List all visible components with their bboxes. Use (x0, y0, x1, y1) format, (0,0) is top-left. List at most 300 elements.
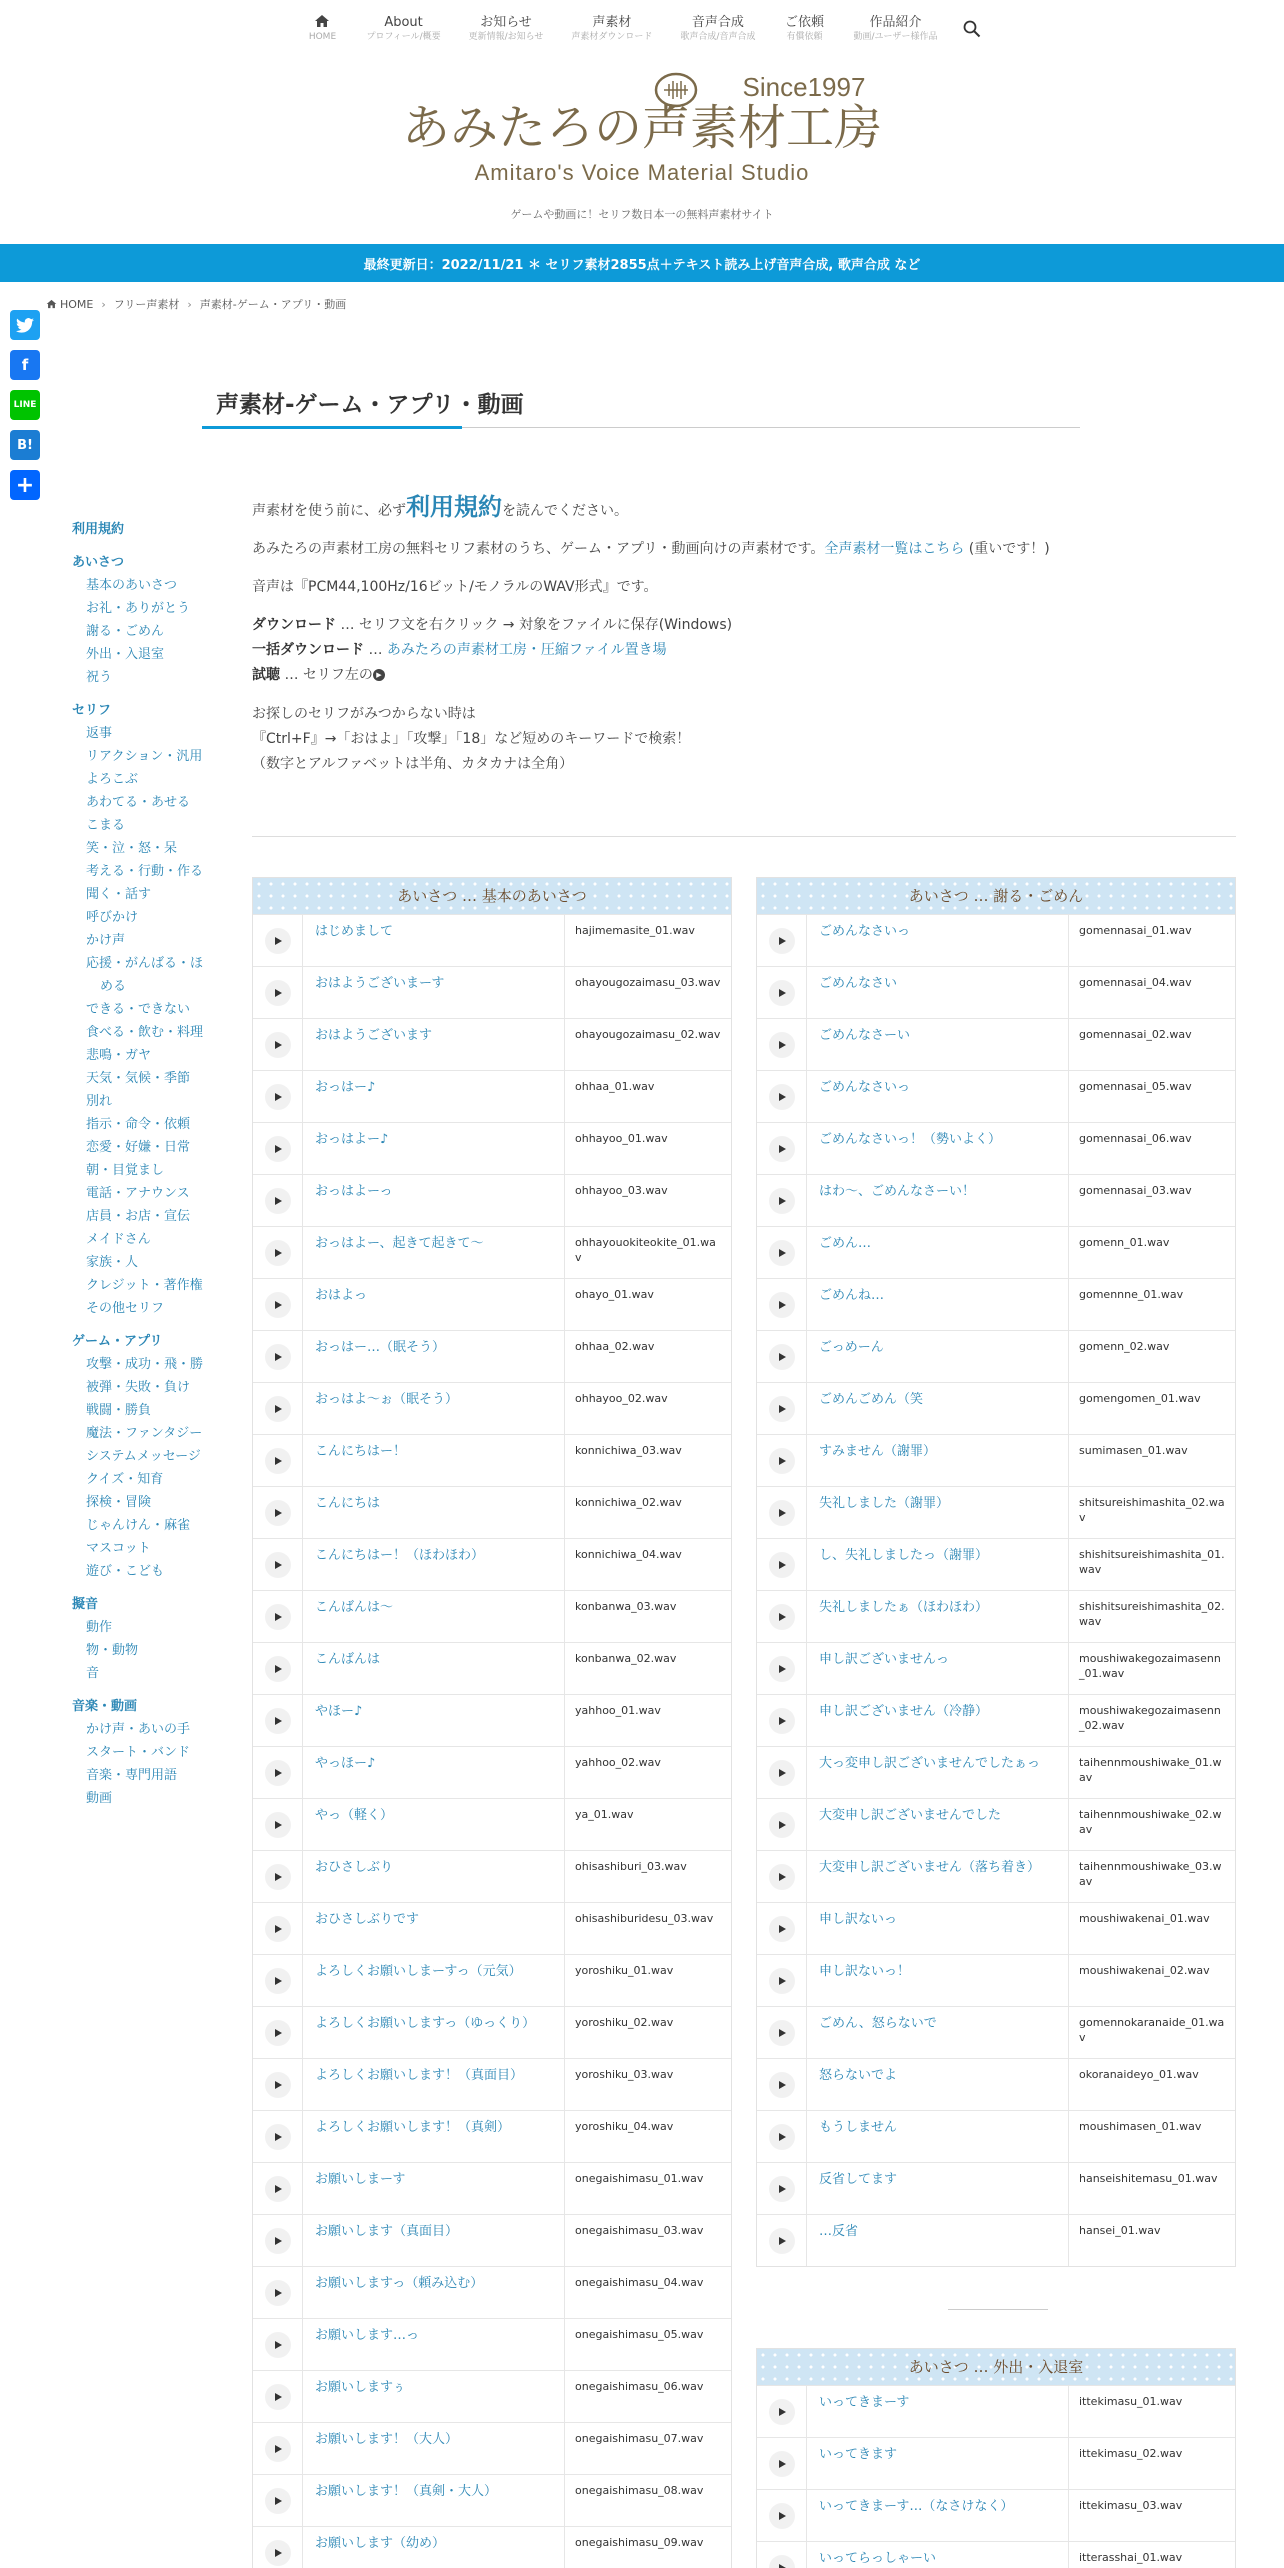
sidebar-group-title[interactable]: セリフ (72, 703, 112, 718)
hatena-bookmark-icon: B! (17, 437, 33, 453)
play-button[interactable] (769, 1292, 795, 1318)
voice-line-link[interactable]: お願いします（真面目） (303, 2215, 565, 2266)
play-button[interactable] (265, 1084, 291, 1110)
voice-line-link[interactable]: お願いしまーす (303, 2163, 565, 2214)
play-button[interactable] (769, 928, 795, 954)
play-icon (779, 2460, 786, 2468)
play-button[interactable] (265, 1916, 291, 1942)
sidebar-item[interactable]: スタート・バンド (86, 1745, 191, 1760)
sidebar-item[interactable]: 食べる・飲む・料理 (86, 1025, 204, 1040)
play-button[interactable] (769, 980, 795, 1006)
sidebar-item[interactable]: お礼・ありがとう (86, 601, 191, 616)
nav-synth-sub: 歌声合成/音声合成 (680, 32, 756, 42)
voice-filename: ittekimasu_02.wav (1079, 2447, 1183, 2460)
voice-line-link[interactable]: おっはー♪ (303, 1071, 565, 1122)
play-button[interactable] (769, 1344, 795, 1370)
play-button[interactable] (769, 2020, 795, 2046)
sidebar-item[interactable]: クレジット・著作権 (86, 1278, 203, 1293)
play-cell (757, 1643, 807, 1694)
play-icon (779, 2133, 786, 2141)
sidebar-item[interactable]: 攻撃・成功・飛・勝 (86, 1357, 204, 1372)
search-hint-1: お探しのセリフがみつからない時は (252, 706, 476, 722)
play-button[interactable] (265, 1864, 291, 1890)
sidebar-item[interactable]: 考える・行動・作る (86, 864, 204, 879)
table-row (757, 2489, 1235, 2541)
play-cell (253, 2319, 303, 2370)
play-icon (779, 2512, 786, 2520)
voice-line-link[interactable]: 大変申し訳ございません（落ち着き） (807, 1851, 1069, 1902)
table-row (757, 1902, 1235, 1954)
voice-line-link[interactable]: やほー♪ (303, 1695, 565, 1746)
voice-filename: onegaishimasu_03.wav (575, 2224, 704, 2237)
voice-line-link[interactable]: おっはよーっ (303, 1175, 565, 1226)
sidebar-item[interactable]: 朝・目覚まし (86, 1163, 165, 1178)
voice-line-link[interactable]: よろしくお願いしまーすっ（元気） (303, 1955, 565, 2006)
sidebar-item[interactable]: 恋愛・好嫌・日常 (86, 1140, 191, 1155)
voice-line-link[interactable]: ごめんなさいっ！（勢いよく） (807, 1123, 1069, 1174)
table-row (757, 914, 1235, 966)
voice-line-link[interactable]: すみません（謝罪） (807, 1435, 1069, 1486)
voice-line-link[interactable]: はわ～、ごめんなさーい！ (807, 1175, 1069, 1226)
voice-line-link[interactable]: はじめまして (303, 915, 565, 966)
sidebar-item[interactable]: 天気・気候・季節 (86, 1071, 191, 1086)
table-row (253, 1486, 731, 1538)
sidebar-item[interactable]: 遊び・こども (86, 1564, 165, 1579)
sidebar-item[interactable]: じゃんけん・麻雀 (86, 1518, 191, 1533)
table-row (253, 1746, 731, 1798)
play-cell (253, 1071, 303, 1122)
play-button[interactable] (769, 1188, 795, 1214)
play-button[interactable] (265, 1396, 291, 1422)
voice-line-link[interactable]: もうしません (807, 2111, 1069, 2162)
voice-filename: ohhayoo_01.wav (575, 1132, 668, 1145)
voice-line-link[interactable]: こんにちはー！（ほわほわ） (303, 1539, 565, 1590)
voice-line-link[interactable]: ごめん、怒らないで (807, 2007, 1069, 2058)
sidebar-group-title[interactable]: 音楽・動画 (72, 1699, 138, 1714)
voice-filename: gomennne_01.wav (1079, 1288, 1184, 1301)
play-button[interactable] (265, 2332, 291, 2358)
play-cell (757, 2111, 807, 2162)
play-button[interactable] (265, 1760, 291, 1786)
table-row (253, 2214, 731, 2266)
divider (252, 836, 1236, 837)
play-button[interactable] (769, 1500, 795, 1526)
play-cell (253, 1487, 303, 1538)
voice-filename: gomennasai_06.wav (1079, 1132, 1192, 1145)
voice-filename: ohhaa_01.wav (575, 1080, 655, 1093)
search-hint-2: 『Ctrl+F』→「おはよ」「攻撃」「18」など短めのキーワードで検索！ (252, 731, 691, 747)
nav-voice[interactable] (557, 14, 666, 44)
sidebar-item[interactable]: かけ声・あいの手 (86, 1722, 191, 1737)
voice-line-link[interactable]: おっはー…（眠そう） (303, 1331, 565, 1382)
table-row (253, 2266, 731, 2318)
voice-line-link[interactable]: おっはよー、起きて起きて～ (303, 1227, 565, 1278)
play-button[interactable] (769, 1916, 795, 1942)
play-icon (275, 1457, 282, 1465)
voice-filename: taihennmoushiwake_01.wav (1079, 1756, 1222, 1784)
nav-request-label: ご依頼 (784, 15, 824, 30)
play-button[interactable] (769, 1136, 795, 1162)
voice-line-link[interactable]: お願いしますぅ (303, 2371, 565, 2422)
voice-line-link[interactable]: 大変申し訳ございませんでした (807, 1799, 1069, 1850)
play-button[interactable] (265, 2280, 291, 2306)
voice-line-link[interactable]: お願いします！（大人） (303, 2423, 565, 2474)
play-cell (253, 2163, 303, 2214)
breadcrumb (46, 296, 346, 312)
play-button[interactable] (265, 1292, 291, 1318)
voice-line-link[interactable]: …反省 (807, 2215, 1069, 2266)
voice-line-link[interactable]: 怒らないでよ (807, 2059, 1069, 2110)
voice-line-link[interactable]: おひさしぶり (303, 1851, 565, 1902)
play-button[interactable] (265, 2228, 291, 2254)
play-button[interactable] (769, 1032, 795, 1058)
sidebar-item[interactable]: よろこぶ (86, 772, 139, 787)
play-button[interactable] (265, 2020, 291, 2046)
play-button[interactable] (265, 2540, 291, 2566)
sidebar-item[interactable]: 戦闘・勝負 (86, 1403, 152, 1418)
voice-line-link[interactable]: おひさしぶりです (303, 1903, 565, 1954)
table-row (757, 966, 1235, 1018)
sidebar-item[interactable]: クイズ・知育 (86, 1472, 164, 1487)
sidebar-item[interactable]: リアクション・汎用 (86, 749, 203, 764)
voice-filename: gomennasai_05.wav (1079, 1080, 1192, 1093)
search-button[interactable] (952, 14, 992, 44)
sidebar-item[interactable]: できる・できない (86, 1002, 191, 1017)
play-button[interactable] (265, 1812, 291, 1838)
play-cell (757, 2542, 807, 2568)
play-cell (757, 1175, 807, 1226)
play-icon (275, 1665, 282, 1673)
play-icon (275, 937, 282, 945)
sidebar-item[interactable]: 音 (86, 1666, 100, 1681)
play-button[interactable] (769, 2555, 795, 2568)
play-cell (253, 1799, 303, 1850)
voice-line-link[interactable]: いってきます (807, 2438, 1069, 2489)
voice-line-link[interactable]: よろしくお願いしますっ（ゆっくり） (303, 2007, 565, 2058)
play-button[interactable] (769, 1760, 795, 1786)
voice-filename: konnichiwa_04.wav (575, 1548, 682, 1561)
play-button[interactable] (769, 1656, 795, 1682)
nav-about-sub: プロフィール/概要 (366, 32, 441, 42)
sidebar-item[interactable]: 悲鳴・ガヤ (86, 1048, 152, 1063)
play-cell (253, 1955, 303, 2006)
voice-line-link[interactable]: こんばんは (303, 1643, 565, 1694)
play-button[interactable] (265, 1188, 291, 1214)
play-icon (275, 2029, 282, 2037)
voice-filename: shitsureishimashita_02.wav (1079, 1496, 1225, 1524)
voice-filename: gomennasai_04.wav (1079, 976, 1192, 989)
breadcrumb-home[interactable] (46, 298, 93, 311)
nav-about[interactable] (352, 14, 454, 44)
voice-line-link[interactable]: おっはよ～ぉ（眠そう） (303, 1383, 565, 1434)
sidebar-item[interactable]: 探検・冒険 (86, 1495, 152, 1510)
sidebar-item[interactable]: 謝る・ごめん (86, 624, 165, 639)
nav-voice-sub: 声素材ダウンロード (571, 32, 653, 42)
play-cell (253, 2527, 303, 2568)
play-button[interactable] (769, 1448, 795, 1474)
play-cell (253, 1851, 303, 1902)
addtoany-share-button[interactable] (10, 470, 40, 500)
play-cell (253, 1695, 303, 1746)
play-icon (275, 2133, 282, 2141)
play-icon (779, 1561, 786, 1569)
sidebar-item[interactable]: 魔法・ファンタジー (86, 1426, 203, 1441)
sidebar-item[interactable]: 笑・泣・怒・呆 (86, 841, 178, 856)
voice-filename: gomenn_01.wav (1079, 1236, 1170, 1249)
play-button[interactable] (769, 1968, 795, 1994)
play-icon (779, 2237, 786, 2245)
voice-line-link[interactable]: し、失礼しましたっ（謝罪） (807, 1539, 1069, 1590)
play-button[interactable] (769, 1084, 795, 1110)
sidebar-item[interactable]: メイドさん (86, 1232, 151, 1247)
voice-line-link[interactable]: 申し訳ございませんっ (807, 1643, 1069, 1694)
nav-synth[interactable] (666, 14, 769, 44)
voice-line-link[interactable]: お願いしますっ（頼み込む） (303, 2267, 565, 2318)
sidebar-rules-link[interactable]: 利用規約 (72, 522, 125, 537)
sidebar-item[interactable]: 基本のあいさつ (86, 578, 178, 593)
sidebar-item[interactable]: 家族・人 (86, 1255, 139, 1270)
voice-line-link[interactable]: ごめんね… (807, 1279, 1069, 1330)
sidebar-item[interactable]: 外出・入退室 (86, 647, 165, 662)
play-button[interactable] (265, 1240, 291, 1266)
play-button[interactable] (265, 928, 291, 954)
voice-filename: yoroshiku_02.wav (575, 2016, 674, 2029)
all-voices-link[interactable]: 全声素材一覧はこちら (824, 541, 965, 557)
sidebar-item[interactable]: 店員・お店・宣伝 (86, 1209, 191, 1224)
voice-line-link[interactable]: 大っ変申し訳ございませんでしたぁっ (807, 1747, 1069, 1798)
sidebar-item[interactable]: 動作 (86, 1620, 113, 1635)
voice-line-link[interactable]: ごめんなさいっ (807, 1071, 1069, 1122)
voice-filename: sumimasen_01.wav (1079, 1444, 1188, 1457)
nav-news[interactable] (455, 14, 558, 44)
sidebar-item[interactable]: システムメッセージ (86, 1449, 201, 1464)
play-button[interactable] (769, 1552, 795, 1578)
sidebar-item[interactable]: 呼びかけ (86, 910, 139, 925)
voice-filename: ohhayouokiteokite_01.wav (575, 1236, 716, 1264)
voice-filename: ohhayoo_03.wav (575, 1184, 668, 1197)
play-button[interactable] (265, 2384, 291, 2410)
play-icon (275, 1717, 282, 1725)
play-button[interactable] (769, 1864, 795, 1890)
table-row (757, 1538, 1235, 1590)
twitter-share-button[interactable] (10, 310, 40, 340)
play-button[interactable] (265, 1032, 291, 1058)
play-button[interactable] (265, 980, 291, 1006)
table-row (757, 1382, 1235, 1434)
sidebar-item[interactable]: 別れ (86, 1094, 113, 1109)
voice-line-link[interactable]: おはようございまーす (303, 967, 565, 1018)
share-buttons (10, 310, 40, 500)
voice-line-link[interactable]: 申し訳ございません（冷静） (807, 1695, 1069, 1746)
table-row (757, 1798, 1235, 1850)
sidebar-item[interactable]: あわてる・あせる (86, 795, 191, 810)
voice-filename: moushimasen_01.wav (1079, 2120, 1202, 2133)
play-icon (779, 2408, 786, 2416)
voice-filename: shishitsureishimashita_01.wav (1079, 1548, 1225, 1576)
play-button[interactable] (769, 2228, 795, 2254)
sidebar-item[interactable]: マスコット (86, 1541, 151, 1556)
voice-line-link[interactable]: お願いします！（真剣・大人） (303, 2475, 565, 2526)
nav-news-label: お知らせ (480, 15, 532, 30)
sidebar-item[interactable]: かけ声 (86, 933, 126, 948)
voice-line-link[interactable]: こんにちはー！ (303, 1435, 565, 1486)
play-button[interactable] (265, 2072, 291, 2098)
play-button[interactable] (769, 2503, 795, 2529)
play-button[interactable] (769, 1708, 795, 1734)
sidebar-item[interactable]: 祝う (86, 670, 113, 685)
play-button[interactable] (265, 1968, 291, 1994)
intro-description (252, 537, 1232, 561)
voice-line-link[interactable]: 失礼しました（謝罪） (807, 1487, 1069, 1538)
play-button[interactable] (265, 2176, 291, 2202)
table-row (757, 2541, 1235, 2568)
sidebar-item[interactable]: こまる (86, 818, 126, 833)
voice-line-link[interactable]: おはよっ (303, 1279, 565, 1330)
play-button[interactable] (769, 1604, 795, 1630)
trial-text: … セリフ左の (280, 667, 373, 683)
site-tagline: ゲームや動画に！セリフ数日本一の無料声素材サイト (510, 208, 774, 221)
play-icon (779, 1873, 786, 1881)
voice-line-link[interactable]: 申し訳ないっ (807, 1903, 1069, 1954)
play-button[interactable] (265, 2488, 291, 2514)
sidebar-group-title[interactable]: 擬音 (72, 1597, 99, 1612)
play-button[interactable] (265, 1500, 291, 1526)
play-button[interactable] (769, 2124, 795, 2150)
play-button[interactable] (265, 1552, 291, 1578)
voice-line-link[interactable]: お願いします（幼め） (303, 2527, 565, 2568)
sidebar-item[interactable]: 音楽・専門用語 (86, 1768, 178, 1783)
breadcrumb-current: 声素材-ゲーム・アプリ・動画 (199, 298, 347, 311)
table-row (757, 2437, 1235, 2489)
nav-works-label: 作品紹介 (869, 15, 922, 30)
play-cell (757, 1435, 807, 1486)
intro-section (252, 495, 1232, 791)
voice-line-link[interactable]: ごめんなさーい (807, 1019, 1069, 1070)
voice-line-link[interactable]: いってらっしゃーい (807, 2542, 1069, 2568)
breadcrumb-free-voice[interactable]: フリー声素材 (113, 298, 180, 311)
play-button[interactable] (265, 1656, 291, 1682)
voice-filename: shishitsureishimashita_02.wav (1079, 1600, 1225, 1628)
voice-filename: gomennasai_02.wav (1079, 1028, 1192, 1041)
table-row (253, 2110, 731, 2162)
voice-filename: konbanwa_03.wav (575, 1600, 677, 1613)
voice-line-link[interactable]: 申し訳ないっ！ (807, 1955, 1069, 2006)
play-button[interactable] (769, 2072, 795, 2098)
sidebar-group-title[interactable]: あいさつ (72, 555, 125, 570)
intro-text: (重いです！) (964, 541, 1050, 557)
voice-line-link[interactable]: こんにちは (303, 1487, 565, 1538)
play-cell (253, 2215, 303, 2266)
sidebar-item[interactable]: 物・動物 (86, 1643, 139, 1658)
voice-filename: yahhoo_02.wav (575, 1756, 661, 1769)
play-button[interactable] (265, 1136, 291, 1162)
table-row (253, 1174, 731, 1226)
play-cell (757, 1071, 807, 1122)
play-icon (779, 937, 786, 945)
voice-line-link[interactable]: ごめんなさいっ (807, 915, 1069, 966)
voice-line-link[interactable]: 失礼しましたぁ（ほわほわ） (807, 1591, 1069, 1642)
search-hint (252, 702, 1232, 777)
sidebar-item[interactable]: 電話・アナウンス (86, 1186, 190, 1201)
voice-line-link[interactable]: やっ（軽く） (303, 1799, 565, 1850)
sidebar-item[interactable]: 被弾・失敗・負け (86, 1380, 191, 1395)
site-logo[interactable] (0, 64, 1284, 194)
play-button[interactable] (265, 1708, 291, 1734)
sidebar-item[interactable]: 聞く・話す (86, 887, 152, 902)
play-icon (275, 1093, 282, 1101)
play-button[interactable] (769, 1812, 795, 1838)
play-icon (275, 1769, 282, 1777)
facebook-share-button[interactable] (10, 350, 40, 380)
table-row (253, 2162, 731, 2214)
play-button[interactable] (769, 2451, 795, 2477)
voice-line-link[interactable]: ごめんなさい (807, 967, 1069, 1018)
voice-filename: konnichiwa_03.wav (575, 1444, 682, 1457)
play-button[interactable] (265, 2124, 291, 2150)
voice-line-link[interactable]: よろしくお願いします！（真剣） (303, 2111, 565, 2162)
voice-line-link[interactable]: 反省してます (807, 2163, 1069, 2214)
breadcrumb-home-label: HOME (60, 297, 94, 311)
voice-line-link[interactable]: いってきまーす…（なさけなく） (807, 2490, 1069, 2541)
play-button[interactable] (769, 2176, 795, 2202)
sidebar-item[interactable]: 指示・命令・依頼 (86, 1117, 191, 1132)
play-icon (779, 989, 786, 997)
bulk-download-link[interactable]: あみたろの声素材工房・圧縮ファイル置き場 (386, 642, 667, 658)
play-button[interactable] (769, 2399, 795, 2425)
play-button[interactable] (265, 1344, 291, 1370)
play-button[interactable] (265, 2436, 291, 2462)
play-cell (757, 1955, 807, 2006)
hatena-share-button[interactable] (10, 430, 40, 460)
nav-request[interactable] (769, 14, 839, 44)
play-cell (757, 1539, 807, 1590)
play-button[interactable] (769, 1396, 795, 1422)
play-button[interactable] (265, 1448, 291, 1474)
sidebar-item[interactable]: その他セリフ (86, 1301, 165, 1316)
sidebar-item[interactable]: 動画 (86, 1791, 113, 1806)
voice-line-link[interactable]: ごめんごめん（笑 (807, 1383, 1069, 1434)
voice-filename: onegaishimasu_01.wav (575, 2172, 704, 2185)
voice-line-link[interactable]: こんばんは～ (303, 1591, 565, 1642)
voice-filename: ohhaa_02.wav (575, 1340, 655, 1353)
nav-home[interactable] (292, 14, 352, 44)
sidebar-group-title[interactable]: ゲーム・アプリ (72, 1334, 163, 1349)
voice-filename: yahhoo_01.wav (575, 1704, 661, 1717)
play-icon (275, 1405, 282, 1413)
table-row (253, 1642, 731, 1694)
logo-since: Since1997 (742, 72, 866, 102)
sidebar-item[interactable]: 応援・がんばる・ほめる (86, 956, 204, 994)
voice-line-link[interactable]: よろしくお願いします！（真面目） (303, 2059, 565, 2110)
terms-link[interactable]: 利用規約 (406, 493, 502, 521)
voice-line-link[interactable]: ごっめーん (807, 1331, 1069, 1382)
voice-line-link[interactable]: いってきまーす (807, 2386, 1069, 2437)
play-icon (275, 1977, 282, 1985)
play-button[interactable] (265, 1604, 291, 1630)
play-icon (779, 1925, 786, 1933)
voice-line-link[interactable]: おっはよー♪ (303, 1123, 565, 1174)
voice-line-link[interactable]: やっほー♪ (303, 1747, 565, 1798)
voice-line-link[interactable]: おはようございます (303, 1019, 565, 1070)
voice-line-link[interactable]: ごめん… (807, 1227, 1069, 1278)
line-share-button[interactable] (10, 390, 40, 420)
sidebar-item[interactable]: 返事 (86, 726, 113, 741)
top-navigation (0, 0, 1284, 56)
voice-line-link[interactable]: お願いします…っ (303, 2319, 565, 2370)
play-button[interactable] (769, 1240, 795, 1266)
table-row (253, 1850, 731, 1902)
nav-works[interactable] (839, 14, 951, 44)
